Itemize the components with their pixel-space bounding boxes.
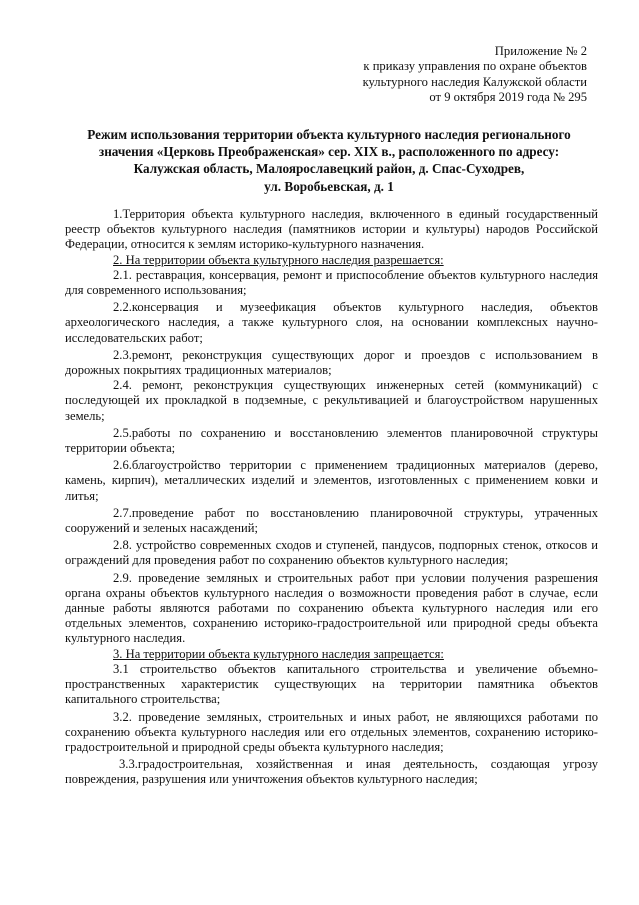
paragraph-2-8: 2.8. устройство современных сходов и ступеней, пандусов, подпорных стенок, откосов и ограждений для проведения работ по сохранению объектов культурного наследия;	[65, 538, 598, 568]
document-body	[65, 207, 598, 788]
paragraph-2-9: 2.9. проведение земляных и строительных работ при условии получения разрешения органа охраны объектов культурного наследия о возможности проведения работ в случае, если данные работы являются работами по сохранению объекта культурного наследия или его отдельных элементов, сохранению историко-градостроительной или природной среды объекта культурного наследия.	[65, 570, 598, 646]
paragraph-2-4: 2.4. ремонт, реконструкция существующих инженерных сетей (коммуникаций) с последующей их прокладкой в подземные, с рекультивацией и благоустройством нарушенных земель;	[65, 378, 598, 423]
order-date: от 9 октября 2019 года № 295	[429, 90, 587, 105]
order-reference-line: к приказу управления по охране объектов	[363, 59, 587, 74]
title-line: Режим использования территории объекта культурного наследия регионального	[87, 127, 571, 142]
section-heading-2: 2. На территории объекта культурного наследия разрешается:	[113, 252, 444, 267]
order-reference-line: культурного наследия Калужской области	[362, 74, 587, 89]
paragraph-2-1: 2.1. реставрация, консервация, ремонт и приспособление объектов культурного наследия для современного использования;	[65, 267, 598, 298]
appendix-number: Приложение № 2	[494, 44, 587, 58]
paragraph-2-5: 2.5.работы по сохранению и восстановлению элементов планировочной структуры территории объекта;	[65, 425, 598, 456]
title-line: значения «Церковь Преображенская» сер. XIX в., расположенного по адресу:	[98, 144, 560, 160]
paragraph-3-1: 3.1 строительство объектов капитального строительства и увеличение объемно-пространственных характеристик существующих на территории памятника объектов капитального строительства;	[65, 661, 598, 707]
paragraph-2-6: 2.6.благоустройство территории с применением традиционных материалов (дерево, камень, кирпич), металлических изделий и элементов, изготовленных с применением ковки и литья;	[65, 458, 598, 503]
paragraph-2-2: 2.2.консервация и музеефикация объектов культурного наследия, объектов археологического наследия, а также культурного слоя, на основании комплексных научно-исследовательских работ;	[65, 300, 598, 345]
paragraph-2-7: 2.7.проведение работ по восстановлению планировочной структуры, утраченных сооружений и зеленых насаждений;	[65, 505, 598, 536]
paragraph-2-3: 2.3.ремонт, реконструкция существующих дорог и проездов с использованием в дорожных покрытиях традиционных материалов;	[65, 347, 598, 378]
document-title	[74, 126, 584, 195]
paragraph-3-2: 3.2. проведение земляных, строительных и иных работ, не являющихся работами по сохранению объекта культурного наследия или его отдельных элементов, сохранению историко-градостроительной и природной среды объекта культурного наследия;	[65, 709, 598, 754]
section-heading-3: 3. На территории объекта культурного наследия запрещается:	[113, 646, 444, 661]
title-line: Калужская область, Малоярославецкий район, д. Спас-Суходрев,	[133, 161, 525, 177]
paragraph-3-3: 3.3.градостроительная, хозяйственная и иная деятельность, создающая угрозу повреждения, разрушения или уничтожения объектов культурного наследия;	[65, 757, 598, 787]
paragraph-1: 1.Территория объекта культурного наследия, включенного в единый государственный реестр объектов культурного наследия (памятников истории и культуры) народов Российской Федерации, относится к землям историко-культурного назначения.	[65, 207, 598, 252]
title-line: ул. Воробьевская, д. 1	[264, 178, 394, 194]
appendix-header	[363, 44, 587, 106]
